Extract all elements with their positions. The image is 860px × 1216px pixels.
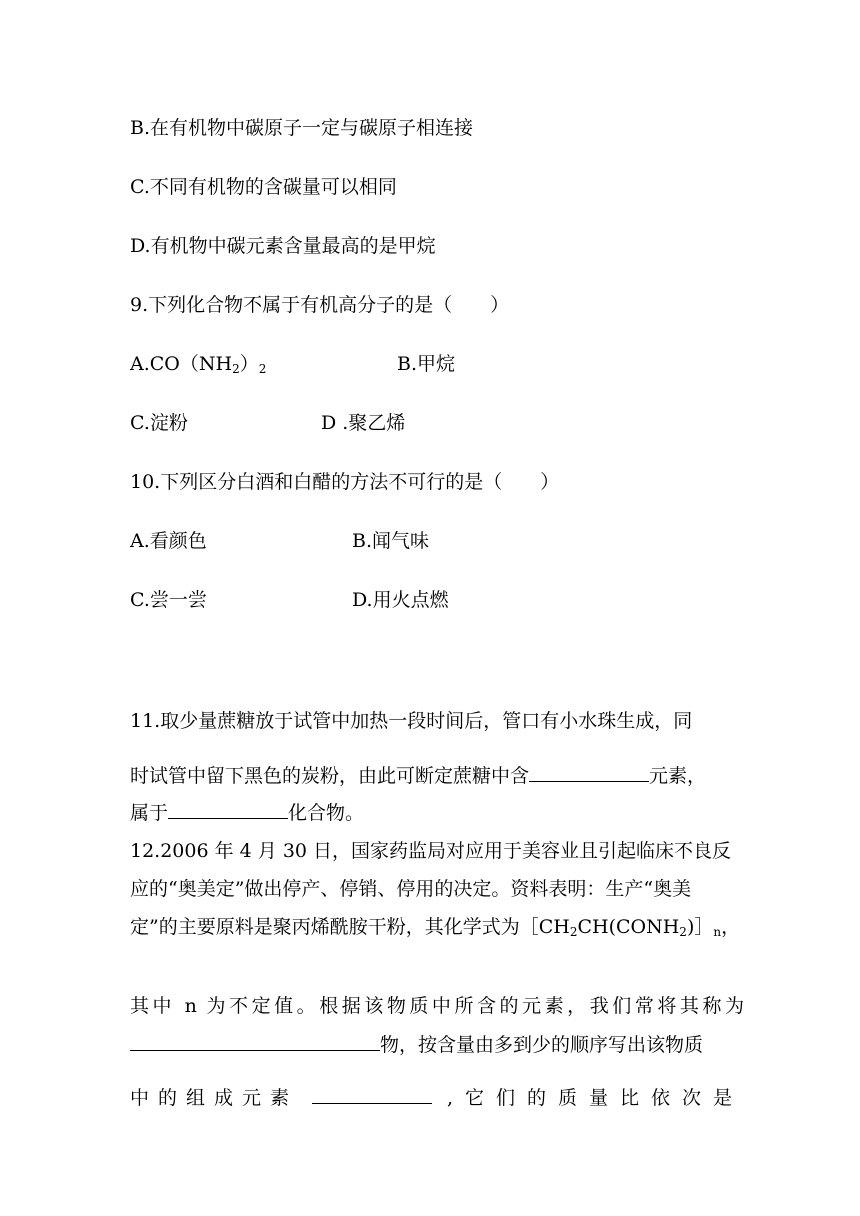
q10-option-c: C.尝一尝 xyxy=(130,589,207,611)
q11-text: 属于 xyxy=(130,802,169,824)
q12-line-3 xyxy=(130,914,744,940)
q8-option-c: C.不同有机物的含碳量可以相同 xyxy=(130,176,397,198)
subscript: 2 xyxy=(232,362,240,376)
q9-option-a-text: A.CO（NH xyxy=(130,353,233,375)
q9-option-d: D .聚乙烯 xyxy=(321,412,406,434)
q11-line-3 xyxy=(130,800,744,826)
q10-option-d: D.用火点燃 xyxy=(352,589,449,611)
answer-blank[interactable] xyxy=(312,1085,432,1104)
q12-line-2: 应的“奥美定”做出停产、停销、停用的决定。资料表明：生产“奥美 xyxy=(130,878,692,900)
answer-blank[interactable] xyxy=(130,1032,380,1051)
q11-line-2 xyxy=(130,763,744,789)
q12-text: 定”的主要原料是聚丙烯酰胺干粉，其化学式为［CH xyxy=(130,916,570,938)
q12-line-5 xyxy=(130,1032,744,1058)
q9-option-a-text: ） xyxy=(239,353,259,375)
q12-line-4: 其中 n 为不定值。根据该物质中所含的元素，我们常将其称为 xyxy=(130,995,744,1017)
q12-text: )］ xyxy=(686,916,714,938)
q12-line-1: 12.2006 年 4 月 30 日，国家药监局对应用于美容业且引起临床不良反 xyxy=(130,840,732,862)
q11-line-1: 11.取少量蔗糖放于试管中加热一段时间后，管口有小水珠生成，同 xyxy=(130,710,693,732)
q8-option-d: D.有机物中碳元素含量最高的是甲烷 xyxy=(130,235,436,257)
q9-option-a xyxy=(130,351,266,377)
q9-option-c: C.淀粉 xyxy=(130,412,188,434)
q12-line-6 xyxy=(130,1085,744,1111)
subscript: 2 xyxy=(258,362,267,376)
q11-text: 化合物。 xyxy=(288,802,365,824)
q11-text: 时试管中留下黑色的炭粉，由此可断定蔗糖中含 xyxy=(130,765,530,787)
q12-text: 物，按含量由多到少的顺序写出该物质 xyxy=(380,1034,704,1056)
q12-text: 中的组成元素 xyxy=(130,1087,299,1109)
q12-text: CH(CONH xyxy=(577,916,680,938)
subscript: n xyxy=(713,925,722,939)
q10-stem: 10.下列区分白酒和白醋的方法不可行的是（ ） xyxy=(130,471,560,493)
q8-option-b: B.在有机物中碳原子一定与碳原子相连接 xyxy=(130,117,474,139)
q10-option-b: B.闻气味 xyxy=(352,530,430,552)
answer-blank[interactable] xyxy=(529,763,649,782)
q9-stem: 9.下列化合物不属于有机高分子的是（ ） xyxy=(130,294,510,316)
q11-text: 元素， xyxy=(649,765,707,787)
subscript: 2 xyxy=(679,925,687,939)
q10-option-a: A.看颜色 xyxy=(130,530,207,552)
q9-option-b: B.甲烷 xyxy=(397,353,456,375)
q12-text: ,它们的质量比依次是 xyxy=(446,1087,744,1109)
answer-blank[interactable] xyxy=(168,800,288,819)
subscript: 2 xyxy=(569,925,578,939)
q12-text: ， xyxy=(721,916,741,938)
